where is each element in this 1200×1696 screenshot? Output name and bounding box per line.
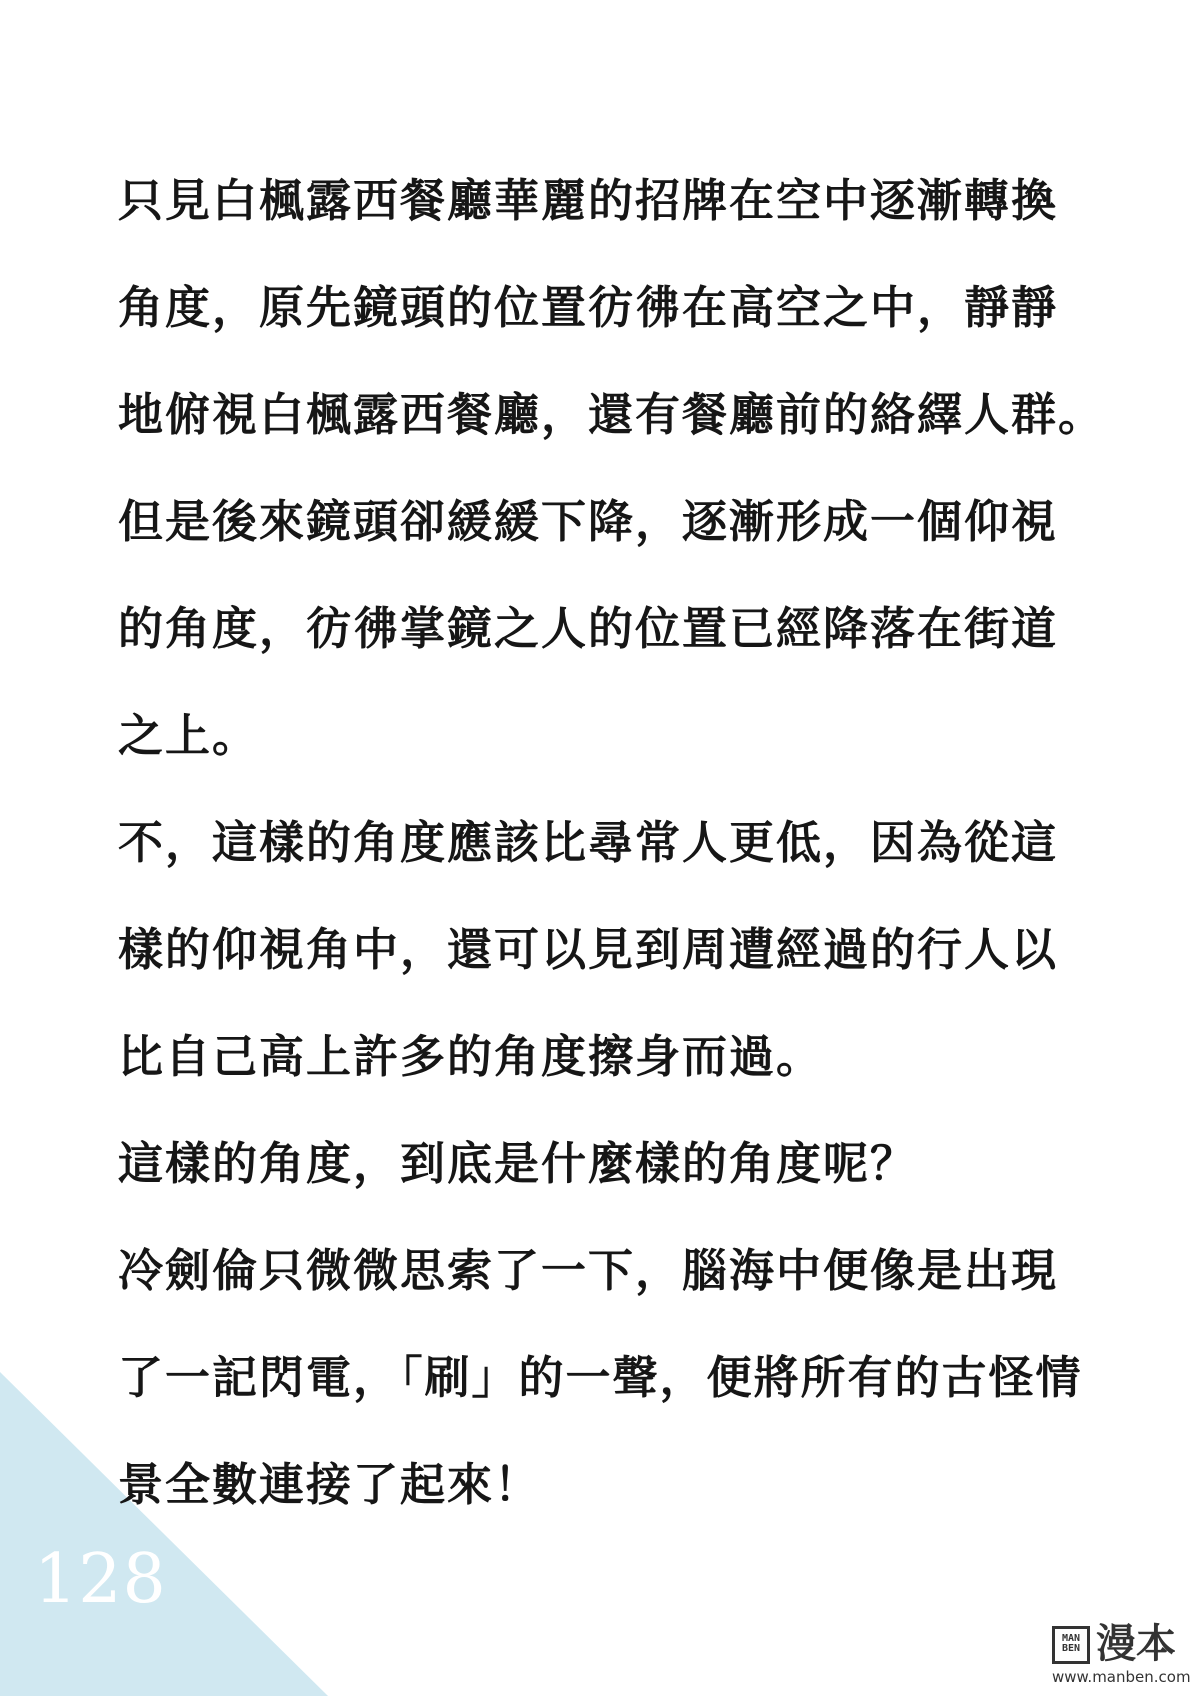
page-number: 128 [34,1540,167,1619]
text-line: 的角度，彷彿掌鏡之人的位置已經降落在街道 [118,602,1059,655]
text-line: 不，這樣的角度應該比尋常人更低，因為從這 [118,816,1059,869]
text-line: 地俯視白楓露西餐廳，還有餐廳前的絡繹人群。 [118,388,1106,441]
watermark [1052,1622,1192,1688]
watermark-url: www.manben.com [1052,1668,1191,1686]
text-line: 只見白楓露西餐廳華麗的招牌在空中逐漸轉換 [118,174,1059,227]
text-line: 景全數連接了起來！ [118,1458,542,1511]
body-text [118,170,1106,1561]
text-line: 了一記閃電，「刷」的一聲，便將所有的古怪情 [118,1351,1083,1404]
text-line: 冷劍倫只微微思索了一下，腦海中便像是出現 [118,1244,1059,1297]
text-line: 之上。 [118,709,260,762]
watermark-logo-icon: MAN BEN [1052,1626,1090,1664]
text-line: 但是後來鏡頭卻緩緩下降，逐漸形成一個仰視 [118,495,1059,548]
watermark-name: 漫本 [1096,1621,1176,1667]
text-line: 比自己高上許多的角度擦身而過。 [118,1030,824,1083]
text-line: 角度，原先鏡頭的位置彷彿在高空之中，靜靜 [118,281,1059,334]
text-line: 樣的仰視角中，還可以見到周遭經過的行人以 [118,923,1059,976]
text-line: 這樣的角度，到底是什麼樣的角度呢？ [118,1137,918,1190]
